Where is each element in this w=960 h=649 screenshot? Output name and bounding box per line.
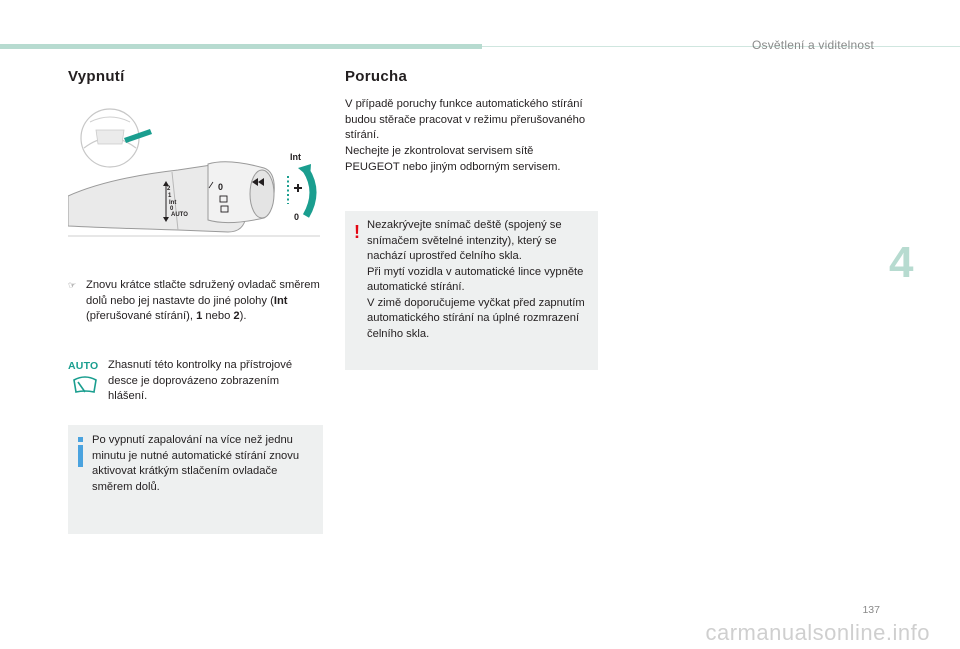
stalk-label-0: 0 [170,206,174,212]
fault-paragraph-1: V případě poruchy funkce automatického stírání budou stěrače pracovat v režimu přerušovaného stírání. [345,98,586,141]
chapter-title: Osvětlení a viditelnost [752,38,874,52]
header-accent-bar [0,44,482,49]
bullet-arrow-icon: ☞ [68,280,77,290]
label-int: Int [290,152,301,162]
warning-box [345,211,598,370]
chapter-number: 4 [889,238,914,287]
ring-label-0: 0 [218,182,224,192]
info-note-box [68,425,323,534]
heading-porucha: Porucha [345,68,408,85]
info-note-text: Po vypnutí zapalování na více než jednu minutu je nutné automatické stírání znovu aktivovat krátkým stlačením ovladače směrem dolů. [92,434,300,493]
wiper-stalk-illustration [68,108,320,238]
watermark: carmanualsonline.info [705,620,930,645]
auto-label: AUTO [68,360,99,372]
label-zero: 0 [294,212,300,222]
heading-vypnuti: Vypnutí [68,68,125,85]
header-rule [482,46,960,47]
warning-icon: ! [354,222,360,242]
bullet-instruction: ☞ Znovu krátce stlačte sdružený ovladač směrem dolů nebo jej nastavte do jiné polohy (Int (přerušované stírání), 1 nebo 2). [68,279,320,322]
stalk-label-2: 2 [167,186,171,192]
stalk-label-int: Int [169,200,177,206]
page-number: 137 [862,604,880,616]
auto-description: Zhasnutí této kontrolky na přístrojové desce je doprovázeno zobrazením hlášení. [108,359,293,402]
info-icon [78,437,84,467]
auto-wiper-icon [72,374,98,396]
stalk-label-auto: AUTO [171,212,188,218]
fault-paragraph-2: Nechejte je zkontrolovat servisem sítě PEUGEOT nebo jiným odborným servisem. [345,145,561,173]
stalk-label-1: 1 [168,193,172,199]
warning-text: Nezakrývejte snímač deště (spojený se snímačem světelné intenzity), který se nachází uprostřed čelního skla. Při mytí vozidla v automatické lince vypněte automatické stírání. V zimě doporučujeme vyčkat před zapnutím automatického stírání na úplné rozmrazení čelního skla. [367,219,585,340]
